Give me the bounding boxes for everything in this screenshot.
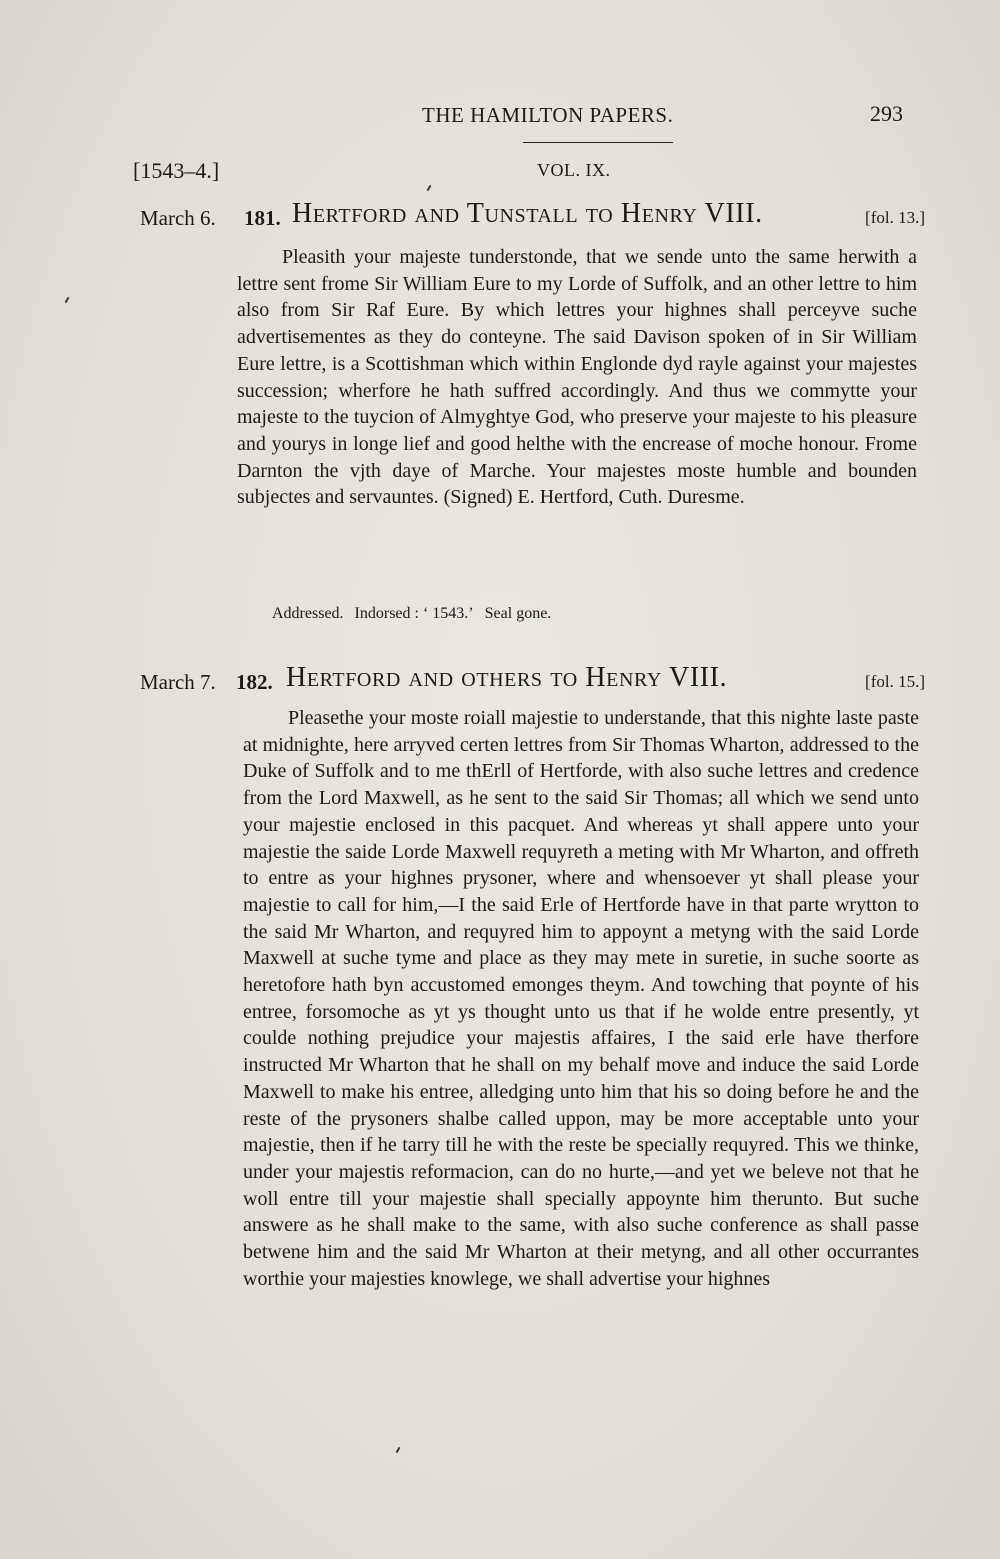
entry-heading-181 (140, 198, 925, 232)
letter-paragraph: Pleasethe your moste roiall majestie to understande, that this nighte laste paste at midnighte, here arryved certen lettres from Sir Thomas Wharton, addressed to the Duke of Suffolk and to me thErll of Hertforde, with also suche lettres and credence from the Lord Maxwell, as he sent to the said Sir Thomas; all which we send unto your majestie enclosed in this pacquet. And whereas yt shall appere unto your majestie the saide Lorde Maxwell requyreth a meting with Mr Wharton, and offreth to entre as your highnes prysoner, where and whensoever yt shall please your majestie to call for him,—I the said Erle of Hertforde have in that parte wrytton to the said Mr Wharton, and requyred him to appoynt a metyng with the said Lorde Maxwell at suche tyme and place as they may mete in suretie, in suche soorte as heretofore hath byn accustomed emonges theym. And towching that poynte of his entree, forsomoche as yt ys thought unto us that if he wolde entre presently, yt coulde nothing prejudice your majestis affaires, I the said erle have therfore instructed Mr Wharton that he shall on my behalf move and induce the said Lorde Maxwell to make his entree, alledging unto him that his so doing before he and the reste of the prysoners shalbe called uppon, may be more acceptable unto your majestie, then if he tarry till he with the reste be specially requyred. This we thinke, under your majestis reformacion, can do no hurte,—and yet we beleve not that he woll entre till your majestie shall specially appoynte him therunto. But suche answere as he shall make to the same, with also suche conference as shall passe betwene him and the said Mr Wharton at their metyng, and all other occurrantes worthie your majesties knowlege, we shall advertise your highnes (243, 707, 919, 1290)
entry-date: March 7. (140, 670, 216, 694)
entry-number: 181. (244, 206, 281, 230)
folio-reference: [fol. 15.] (865, 672, 925, 691)
running-head: THE HAMILTON PAPERS. (422, 103, 674, 127)
entry-body-182 (243, 705, 919, 1292)
note-indorsed: Indorsed : ‘ 1543.’ (354, 605, 474, 622)
entry-title: Hertford and others to Henry VIII. (286, 662, 728, 693)
folio-reference: [fol. 13.] (865, 208, 925, 227)
page-number: 293 (870, 101, 903, 126)
entry-date: March 6. (140, 206, 216, 230)
entry-heading-182 (140, 662, 925, 696)
endorsement-note (272, 605, 558, 623)
note-addressed: Addressed. (272, 605, 344, 622)
header-rule (523, 142, 673, 143)
note-seal: Seal gone. (484, 605, 552, 622)
print-speck (65, 297, 70, 303)
print-speck (396, 1447, 401, 1453)
volume-label: VOL. IX. (537, 160, 611, 180)
print-speck (427, 185, 432, 191)
entry-title: Hertford and Tunstall to Henry VIII. (292, 198, 763, 229)
entry-number: 182. (236, 670, 273, 694)
entry-body-181 (237, 244, 917, 511)
letter-paragraph: Pleasith your majeste tunderstonde, that we sende unto the same herwith a lettre sent frome Sir William Eure to my Lorde of Suffolk, and an other lettre to him also from Sir Raf Eure. By which lettres your highnes shall perceyve suche advertisementes as they do conteyne. The said Davison spoken of in Sir William Eure lettre, is a Scottishman which within Englonde dyd rayle against your majestes succession; wherfore he hath suffred accordingly. And thus we commytte your majeste to the tuycion of Almyghtye God, who preserve your majeste to his pleasure and yourys in longe lief and good helthe with the encrease of moche honour. Frome Darnton the vjth daye of Marche. Your majestes moste humble and bounden subjectes and servauntes. (Signed) E. Hertford, Cuth. Duresme. (237, 246, 917, 509)
year-bracket: [1543–4.] (133, 158, 220, 183)
